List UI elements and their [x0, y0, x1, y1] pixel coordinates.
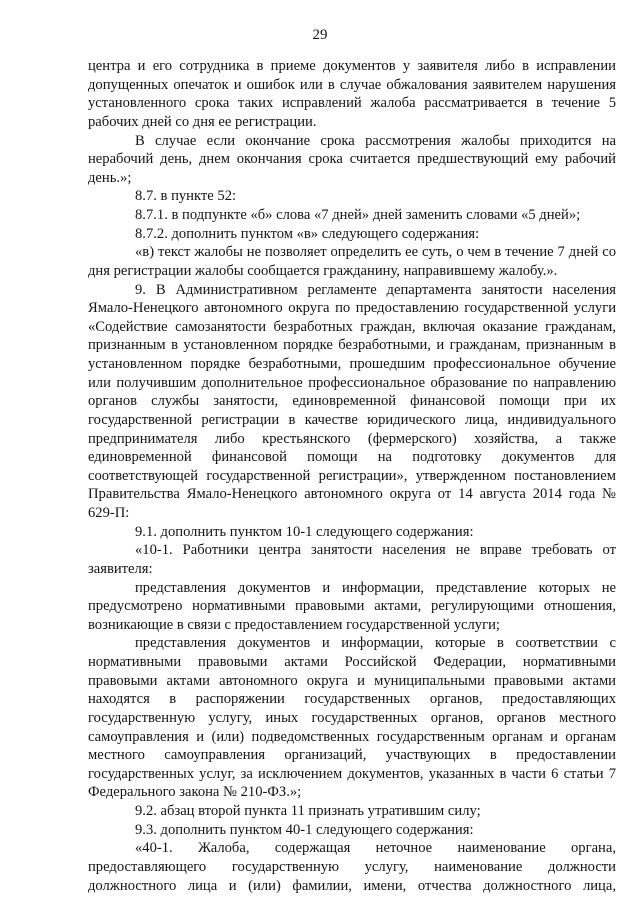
page-number: 29: [312, 27, 328, 43]
paragraph-4: 8.7.1. в подпункте «б» слова «7 дней» дней заменить словами «5 дней»;: [135, 207, 581, 223]
paragraph-6: «в) текст жалобы не позволяет определить ее суть, о чем в течение 7 дней со дня регистрации жалобы сообщается гражданину, направившему жалобу.».: [88, 244, 616, 279]
document-body: [88, 57, 616, 895]
paragraph-8: 9.1. дополнить пунктом 10-1 следующего содержания:: [135, 523, 474, 540]
paragraph-5: 8.7.2. дополнить пунктом «в» следующего содержания:: [135, 225, 480, 242]
paragraph-1: центра и его сотрудника в приеме документов у заявителя либо в исправлении допущенных опечаток и ошибок или в случае обжалования заявителем нарушения установленного срока таких исправлений жалоба рассматривается в течение 5 рабочих дней со дня ее регистрации.: [88, 58, 616, 130]
paragraph-12: 9.2. абзац второй пункта 11 признать утратившим силу;: [135, 803, 481, 819]
paragraph-11: представления документов и информации, которые в соответствии с нормативными правовыми актами Российской Федерации, нормативными правовыми актами автономного округа и муниципальными правовыми актами находятся в распоряжении государственных органов, предоставляющих государственную услугу, иных государственных органов, органов местного самоуправления и (или) подведомственных государственным органам и органам местного самоуправления организаций, участвующих в предоставлении государственных услуг, за исключением документов, указанных в части 6 статьи 7 Федерального закона № 210-ФЗ.»;: [88, 635, 616, 801]
paragraph-7: 9. В Административном регламенте департамента занятости населения Ямало-Ненецкого автономного округа по предоставлению государственной услуги «Содействие самозанятости безработных граждан, включая оказание гражданам, признанным в установленном порядке безработными, и гражданам, признанным в установленном порядке безработными, прошедшим профессиональное обучение или получившим дополнительное профессиональное образование по направлению органов службы занятости, единовременной финансовой помощи при их государственной регистрации в качестве юридического лица, индивидуального предпринимателя либо крестьянского (фермерского) хозяйства, а также единовременной финансовой помощи на подготовку документов для соответствующей государственной регистрации», утвержденном постановлением Правительства Ямало-Ненецкого автономного округа от 14 августа 2014 года № 629-П:: [88, 281, 616, 521]
paragraph-9: «10-1. Работники центра занятости населения не вправе требовать от заявителя:: [88, 542, 616, 577]
paragraph-3: 8.7. в пункте 52:: [135, 188, 237, 205]
paragraph-14: «40-1. Жалоба, содержащая неточное наименование органа, предоставляющего государственную услугу, наименование должности должностного лица и (или) фамилии, имени, отчества должностного лица,: [88, 840, 616, 894]
paragraph-2: В случае если окончание срока рассмотрения жалобы приходится на нерабочий день, днем окончания срока считается предшествующий ему рабочий день.»;: [88, 132, 616, 186]
paragraph-10: представления документов и информации, представление которых не предусмотрено нормативными правовыми актами, регулирующими отношения, возникающие в связи с предоставлением государственной услуги;: [88, 579, 616, 633]
paragraph-13: 9.3. дополнить пунктом 40-1 следующего содержания:: [135, 821, 474, 838]
